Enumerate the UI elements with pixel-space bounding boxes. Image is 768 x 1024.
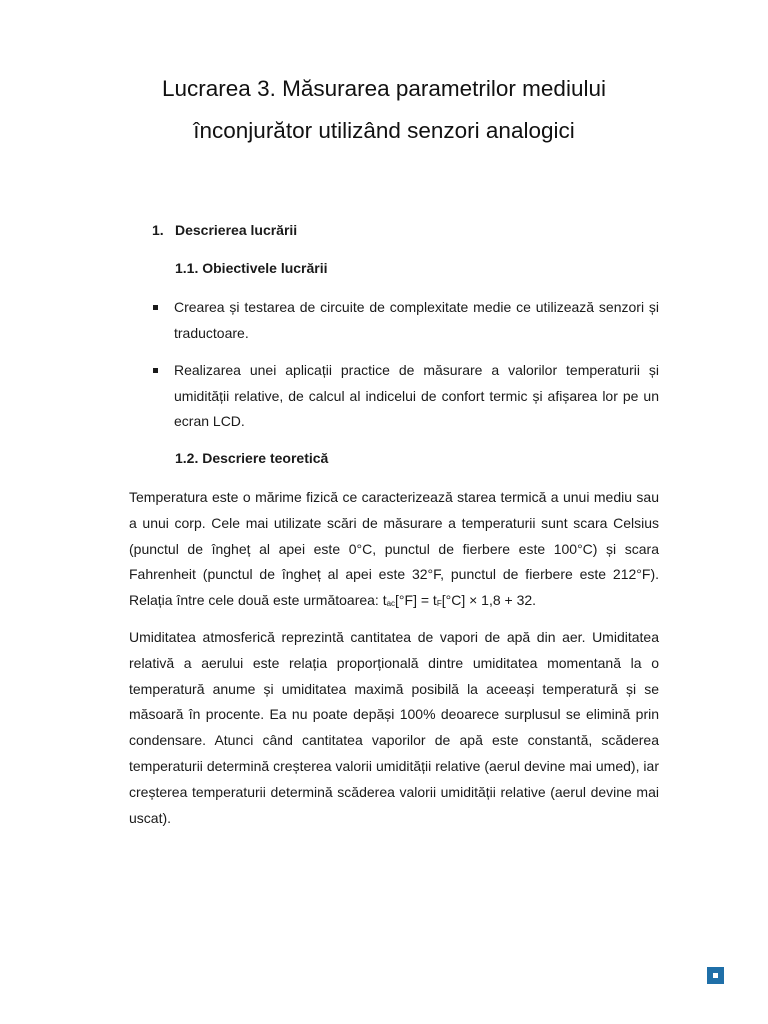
list-item-text: Crearea și testarea de circuite de complexitate medie ce utilizează senzori și traductoare. [174, 299, 659, 341]
paragraph-humidity: Umiditatea atmosferică reprezintă cantitatea de vapori de apă din aer. Umiditatea relativă a aerului este relația proporțională dintre umiditatea momentană la o temperatură anume și umiditatea maximă posibilă la aceeași temperatură și se măsoară în procente. Ea nu poate depăși 100% deoarece surplusul se elimină prin condensare. Atunci când cantitatea vaporilor de apă este constantă, scăderea temperaturii determină creșterea valorii umidității relative (aerul devine mai umed), iar creșterea temperaturii determină scăderea valorii umidității relative (aerul devine mai uscat). [129, 629, 659, 826]
paragraph-temperature [129, 485, 659, 614]
formula-end: [°C] × 1,8 + 32. [441, 592, 537, 609]
bullet-square-icon [153, 368, 158, 373]
list-item [152, 295, 659, 346]
page-title [80, 68, 688, 152]
logo-inner-square [713, 973, 718, 978]
section-number: 1. [152, 222, 164, 238]
subscript-f: F [436, 599, 442, 609]
list-item [152, 358, 659, 435]
objectives-list-cont [152, 358, 659, 435]
section-heading-1 [152, 222, 297, 238]
formula-middle: [°F] = t [395, 592, 437, 609]
title-line-2: înconjurător utilizând senzori analogici [193, 118, 575, 143]
subscript-ac: ac [386, 599, 396, 609]
subsection-heading-objectives: 1.1. Obiectivele lucrării [175, 260, 328, 276]
objectives-list [152, 295, 659, 346]
paragraph-text: Temperatura este o mărime fizică ce caracterizează starea termică a unui mediu sau a unui corp. Cele mai utilizate scări de măsurare a temperaturii sunt scara Celsius (punctul de îngheț al apei este 0°C, punctul de fierbere este 100°C) și scara Fahrenheit (punctul de îngheț al apei este 32°F, punctul de fierbere este 212°F). Relația între cele două este următoarea: t [129, 489, 659, 609]
list-item-text: Realizarea unei aplicații practice de măsurare a valorilor temperaturii și umidității relative, de calcul al indicelui de confort termic și afișarea lor pe un ecran LCD. [174, 362, 659, 429]
square-logo-icon [707, 967, 724, 984]
bullet-square-icon [153, 305, 158, 310]
subsection-heading-theory: 1.2. Descriere teoretică [175, 450, 329, 466]
title-line-1: Lucrarea 3. Măsurarea parametrilor mediului [162, 76, 606, 101]
section-label: Descrierea lucrării [175, 222, 298, 238]
